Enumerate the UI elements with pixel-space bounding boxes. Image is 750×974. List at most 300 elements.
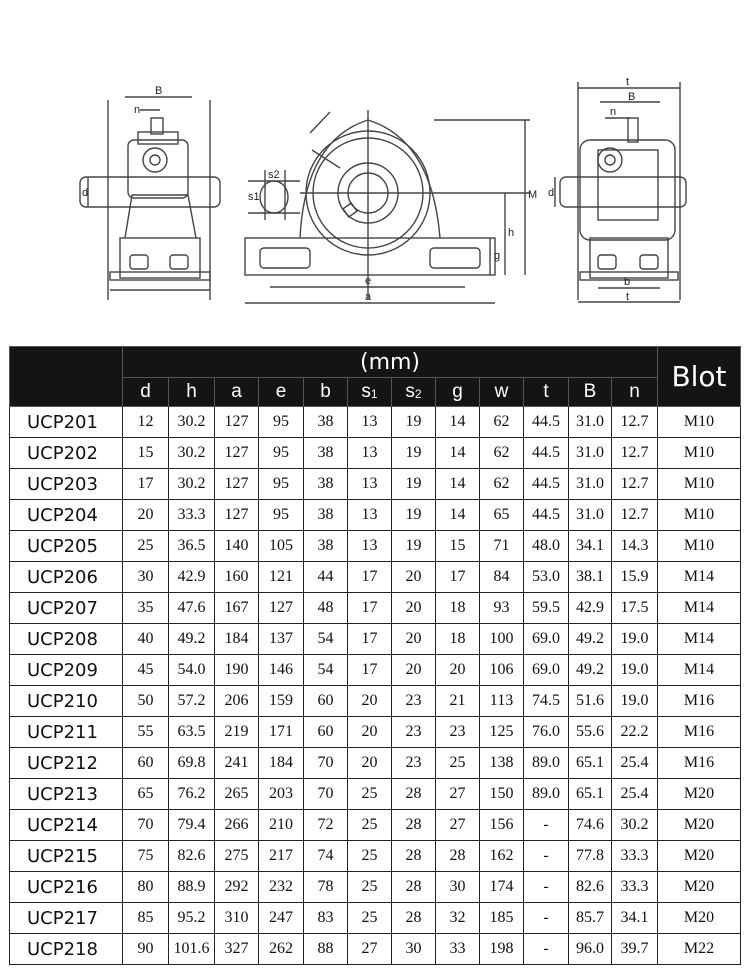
value-cell: 30: [392, 934, 436, 965]
bolt-cell: M14: [658, 562, 741, 593]
value-cell: 217: [259, 841, 304, 872]
table-row: [10, 469, 741, 500]
value-cell: 100: [480, 624, 524, 655]
value-cell: 38: [304, 407, 348, 438]
model-cell: UCP212: [10, 748, 123, 779]
value-cell: 113: [480, 686, 524, 717]
label-B-right: B: [628, 91, 636, 103]
value-cell: 28: [392, 872, 436, 903]
value-cell: 33.3: [169, 500, 215, 531]
value-cell: 15: [436, 531, 480, 562]
value-cell: 13: [348, 531, 392, 562]
value-cell: 31.0: [569, 469, 612, 500]
value-cell: 241: [215, 748, 259, 779]
value-cell: 13: [348, 407, 392, 438]
value-cell: 162: [480, 841, 524, 872]
value-cell: 310: [215, 903, 259, 934]
value-cell: 69.8: [169, 748, 215, 779]
label-d-left: d: [82, 187, 89, 199]
value-cell: 20: [348, 717, 392, 748]
table-row: [10, 686, 741, 717]
value-cell: 15: [123, 438, 169, 469]
value-cell: 49.2: [569, 624, 612, 655]
label-M: M: [528, 189, 538, 201]
value-cell: 184: [215, 624, 259, 655]
bolt-cell: M14: [658, 624, 741, 655]
value-cell: 160: [215, 562, 259, 593]
value-cell: 36.5: [169, 531, 215, 562]
value-cell: 12: [123, 407, 169, 438]
value-cell: 19.0: [612, 655, 658, 686]
model-cell: UCP215: [10, 841, 123, 872]
value-cell: 20: [392, 624, 436, 655]
bolt-cell: M20: [658, 841, 741, 872]
value-cell: 42.9: [569, 593, 612, 624]
value-cell: 70: [123, 810, 169, 841]
value-cell: 14: [436, 469, 480, 500]
value-cell: 327: [215, 934, 259, 965]
value-cell: 27: [436, 810, 480, 841]
value-cell: 89.0: [524, 779, 569, 810]
table-row: [10, 562, 741, 593]
model-cell: UCP209: [10, 655, 123, 686]
value-cell: 127: [215, 407, 259, 438]
model-header-blank: [10, 347, 123, 407]
value-cell: 76.2: [169, 779, 215, 810]
label-n-right: n: [610, 106, 617, 118]
label-d-right: d: [548, 187, 555, 199]
value-cell: 49.2: [569, 655, 612, 686]
value-cell: 13: [348, 438, 392, 469]
value-cell: 14: [436, 500, 480, 531]
column-header: n: [612, 378, 658, 407]
value-cell: 156: [480, 810, 524, 841]
value-cell: 62: [480, 407, 524, 438]
value-cell: 137: [259, 624, 304, 655]
value-cell: 247: [259, 903, 304, 934]
bolt-cell: M20: [658, 872, 741, 903]
value-cell: 19: [392, 500, 436, 531]
value-cell: 30.2: [169, 407, 215, 438]
value-cell: 85: [123, 903, 169, 934]
value-cell: 90: [123, 934, 169, 965]
label-e: e: [365, 275, 372, 287]
value-cell: 30: [123, 562, 169, 593]
model-cell: UCP217: [10, 903, 123, 934]
value-cell: 53.0: [524, 562, 569, 593]
value-cell: 33.3: [612, 872, 658, 903]
technical-drawing: [0, 0, 750, 340]
value-cell: 25: [348, 810, 392, 841]
value-cell: 80: [123, 872, 169, 903]
value-cell: 14: [436, 407, 480, 438]
bolt-cell: M10: [658, 407, 741, 438]
value-cell: 88: [304, 934, 348, 965]
value-cell: 14.3: [612, 531, 658, 562]
value-cell: -: [524, 903, 569, 934]
value-cell: 22.2: [612, 717, 658, 748]
value-cell: 79.4: [169, 810, 215, 841]
column-header: a: [215, 378, 259, 407]
unit-header: (mm): [123, 347, 658, 378]
value-cell: 44.5: [524, 438, 569, 469]
column-header: b: [304, 378, 348, 407]
bolt-cell: M14: [658, 655, 741, 686]
value-cell: 232: [259, 872, 304, 903]
value-cell: 33: [436, 934, 480, 965]
value-cell: 45: [123, 655, 169, 686]
value-cell: 30.2: [612, 810, 658, 841]
value-cell: -: [524, 841, 569, 872]
value-cell: 30: [436, 872, 480, 903]
model-cell: UCP201: [10, 407, 123, 438]
value-cell: 25: [436, 748, 480, 779]
value-cell: 55: [123, 717, 169, 748]
label-g: g: [494, 250, 501, 262]
column-header: B: [569, 378, 612, 407]
label-n-left: n: [134, 104, 141, 116]
value-cell: 17: [348, 593, 392, 624]
value-cell: 62: [480, 469, 524, 500]
value-cell: 171: [259, 717, 304, 748]
table-row: [10, 655, 741, 686]
label-B-left: B: [155, 85, 163, 97]
table-row: [10, 903, 741, 934]
value-cell: 65.1: [569, 779, 612, 810]
model-cell: UCP218: [10, 934, 123, 965]
value-cell: 206: [215, 686, 259, 717]
table-row: [10, 717, 741, 748]
value-cell: 19: [392, 407, 436, 438]
column-header: d: [123, 378, 169, 407]
value-cell: 174: [480, 872, 524, 903]
value-cell: 48: [304, 593, 348, 624]
column-header: t: [524, 378, 569, 407]
value-cell: 83: [304, 903, 348, 934]
model-cell: UCP216: [10, 872, 123, 903]
value-cell: 219: [215, 717, 259, 748]
value-cell: 60: [123, 748, 169, 779]
value-cell: 127: [215, 469, 259, 500]
column-header: $s_1$: [348, 378, 392, 407]
value-cell: 20: [392, 593, 436, 624]
model-cell: UCP211: [10, 717, 123, 748]
value-cell: 121: [259, 562, 304, 593]
left-side-view: [80, 97, 220, 300]
value-cell: 23: [392, 686, 436, 717]
value-cell: 20: [348, 748, 392, 779]
value-cell: 65: [123, 779, 169, 810]
table-row: [10, 624, 741, 655]
value-cell: 13: [348, 500, 392, 531]
value-cell: 27: [348, 934, 392, 965]
right-side-view: [555, 82, 686, 302]
value-cell: 28: [392, 841, 436, 872]
bolt-cell: M22: [658, 934, 741, 965]
value-cell: 167: [215, 593, 259, 624]
value-cell: 17.5: [612, 593, 658, 624]
value-cell: 93: [480, 593, 524, 624]
value-cell: 48.0: [524, 531, 569, 562]
value-cell: 95: [259, 438, 304, 469]
label-t-bottom: t: [626, 291, 630, 303]
value-cell: 25.4: [612, 748, 658, 779]
value-cell: 62: [480, 438, 524, 469]
bolt-cell: M16: [658, 748, 741, 779]
value-cell: 25.4: [612, 779, 658, 810]
value-cell: 25: [348, 872, 392, 903]
bolt-cell: M10: [658, 469, 741, 500]
value-cell: 28: [392, 810, 436, 841]
model-cell: UCP208: [10, 624, 123, 655]
label-h: h: [508, 227, 515, 239]
value-cell: 55.6: [569, 717, 612, 748]
value-cell: 18: [436, 624, 480, 655]
value-cell: 25: [123, 531, 169, 562]
value-cell: 28: [392, 903, 436, 934]
value-cell: 60: [304, 717, 348, 748]
value-cell: 23: [392, 748, 436, 779]
value-cell: 44.5: [524, 500, 569, 531]
value-cell: 262: [259, 934, 304, 965]
value-cell: 74: [304, 841, 348, 872]
value-cell: 44: [304, 562, 348, 593]
value-cell: 127: [259, 593, 304, 624]
value-cell: 77.8: [569, 841, 612, 872]
value-cell: 203: [259, 779, 304, 810]
bolt-cell: M16: [658, 686, 741, 717]
column-header: h: [169, 378, 215, 407]
table-row: [10, 531, 741, 562]
value-cell: 125: [480, 717, 524, 748]
value-cell: 40: [123, 624, 169, 655]
value-cell: 30.2: [169, 469, 215, 500]
value-cell: 38: [304, 469, 348, 500]
label-a: a: [365, 291, 372, 303]
value-cell: 159: [259, 686, 304, 717]
value-cell: 184: [259, 748, 304, 779]
value-cell: 21: [436, 686, 480, 717]
value-cell: 20: [392, 655, 436, 686]
value-cell: 76.0: [524, 717, 569, 748]
value-cell: 82.6: [169, 841, 215, 872]
value-cell: 74.6: [569, 810, 612, 841]
value-cell: 20: [392, 562, 436, 593]
table-row: [10, 810, 741, 841]
value-cell: 266: [215, 810, 259, 841]
value-cell: 150: [480, 779, 524, 810]
bolt-cell: M20: [658, 779, 741, 810]
value-cell: 20: [436, 655, 480, 686]
bolt-cell: M10: [658, 531, 741, 562]
value-cell: 28: [392, 779, 436, 810]
value-cell: 69.0: [524, 624, 569, 655]
value-cell: -: [524, 810, 569, 841]
value-cell: 20: [123, 500, 169, 531]
value-cell: 15.9: [612, 562, 658, 593]
value-cell: 65.1: [569, 748, 612, 779]
value-cell: 54: [304, 655, 348, 686]
model-cell: UCP203: [10, 469, 123, 500]
model-cell: UCP207: [10, 593, 123, 624]
column-header: g: [436, 378, 480, 407]
value-cell: 44.5: [524, 407, 569, 438]
table-row: [10, 438, 741, 469]
label-t-top: t: [626, 76, 630, 88]
front-view: [245, 110, 530, 303]
table-row: [10, 779, 741, 810]
value-cell: 38: [304, 438, 348, 469]
value-cell: 20: [348, 686, 392, 717]
bolt-cell: M16: [658, 717, 741, 748]
value-cell: 38: [304, 531, 348, 562]
value-cell: 127: [215, 500, 259, 531]
value-cell: 54: [304, 624, 348, 655]
specification-table: [9, 346, 741, 965]
value-cell: 44.5: [524, 469, 569, 500]
value-cell: 138: [480, 748, 524, 779]
table-row: [10, 748, 741, 779]
value-cell: 31.0: [569, 500, 612, 531]
value-cell: 27: [436, 779, 480, 810]
value-cell: 25: [348, 903, 392, 934]
value-cell: 75: [123, 841, 169, 872]
model-cell: UCP204: [10, 500, 123, 531]
value-cell: 106: [480, 655, 524, 686]
value-cell: 265: [215, 779, 259, 810]
model-cell: UCP202: [10, 438, 123, 469]
value-cell: 95: [259, 469, 304, 500]
table-row: [10, 872, 741, 903]
value-cell: 57.2: [169, 686, 215, 717]
value-cell: 19: [392, 469, 436, 500]
value-cell: 84: [480, 562, 524, 593]
value-cell: 17: [348, 655, 392, 686]
value-cell: 31.0: [569, 407, 612, 438]
value-cell: 17: [348, 624, 392, 655]
label-s1: s1: [248, 191, 260, 203]
value-cell: 95: [259, 407, 304, 438]
value-cell: 190: [215, 655, 259, 686]
bolt-header: Blot: [658, 347, 741, 407]
value-cell: -: [524, 872, 569, 903]
table-row: [10, 593, 741, 624]
value-cell: 88.9: [169, 872, 215, 903]
model-cell: UCP213: [10, 779, 123, 810]
value-cell: 82.6: [569, 872, 612, 903]
value-cell: 33.3: [612, 841, 658, 872]
table-row: [10, 500, 741, 531]
value-cell: 74.5: [524, 686, 569, 717]
column-header: w: [480, 378, 524, 407]
bolt-cell: M20: [658, 903, 741, 934]
value-cell: 42.9: [169, 562, 215, 593]
value-cell: 35: [123, 593, 169, 624]
value-cell: 198: [480, 934, 524, 965]
value-cell: 39.7: [612, 934, 658, 965]
value-cell: 23: [392, 717, 436, 748]
value-cell: 38: [304, 500, 348, 531]
value-cell: 78: [304, 872, 348, 903]
bolt-cell: M14: [658, 593, 741, 624]
value-cell: 38.1: [569, 562, 612, 593]
value-cell: 49.2: [169, 624, 215, 655]
value-cell: 34.1: [569, 531, 612, 562]
value-cell: 101.6: [169, 934, 215, 965]
value-cell: 18: [436, 593, 480, 624]
value-cell: 50: [123, 686, 169, 717]
value-cell: 275: [215, 841, 259, 872]
bolt-cell: M20: [658, 810, 741, 841]
column-header: e: [259, 378, 304, 407]
value-cell: 60: [304, 686, 348, 717]
value-cell: 17: [348, 562, 392, 593]
bolt-cell: M10: [658, 438, 741, 469]
value-cell: 146: [259, 655, 304, 686]
value-cell: 292: [215, 872, 259, 903]
value-cell: 95: [259, 500, 304, 531]
value-cell: 32: [436, 903, 480, 934]
value-cell: 95.2: [169, 903, 215, 934]
model-cell: UCP205: [10, 531, 123, 562]
value-cell: 28: [436, 841, 480, 872]
value-cell: 12.7: [612, 469, 658, 500]
value-cell: 63.5: [169, 717, 215, 748]
value-cell: 140: [215, 531, 259, 562]
value-cell: 65: [480, 500, 524, 531]
value-cell: 17: [123, 469, 169, 500]
value-cell: 17: [436, 562, 480, 593]
value-cell: 19.0: [612, 686, 658, 717]
value-cell: 19: [392, 531, 436, 562]
value-cell: 12.7: [612, 407, 658, 438]
label-s2: s2: [268, 169, 280, 181]
column-header: $s_2$: [392, 378, 436, 407]
value-cell: 51.6: [569, 686, 612, 717]
value-cell: 69.0: [524, 655, 569, 686]
value-cell: 19.0: [612, 624, 658, 655]
value-cell: 25: [348, 841, 392, 872]
bolt-cell: M10: [658, 500, 741, 531]
value-cell: 105: [259, 531, 304, 562]
model-cell: UCP210: [10, 686, 123, 717]
table-row: [10, 407, 741, 438]
value-cell: 23: [436, 717, 480, 748]
value-cell: 70: [304, 748, 348, 779]
value-cell: 47.6: [169, 593, 215, 624]
value-cell: 185: [480, 903, 524, 934]
value-cell: 89.0: [524, 748, 569, 779]
value-cell: 31.0: [569, 438, 612, 469]
value-cell: 71: [480, 531, 524, 562]
value-cell: 85.7: [569, 903, 612, 934]
value-cell: 59.5: [524, 593, 569, 624]
model-cell: UCP206: [10, 562, 123, 593]
table-row: [10, 934, 741, 965]
value-cell: 12.7: [612, 500, 658, 531]
value-cell: 72: [304, 810, 348, 841]
value-cell: 25: [348, 779, 392, 810]
value-cell: 127: [215, 438, 259, 469]
value-cell: 13: [348, 469, 392, 500]
value-cell: 19: [392, 438, 436, 469]
value-cell: 14: [436, 438, 480, 469]
model-cell: UCP214: [10, 810, 123, 841]
table-body: [10, 407, 741, 965]
value-cell: 96.0: [569, 934, 612, 965]
value-cell: 210: [259, 810, 304, 841]
value-cell: -: [524, 934, 569, 965]
